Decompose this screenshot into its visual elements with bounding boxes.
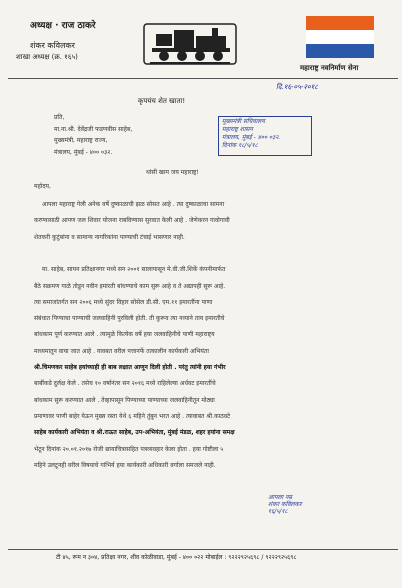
stamp-line4: दिनांक १८/५/१८ bbox=[222, 142, 258, 149]
body-line: महिने उलटूनही वरील विषयाचे गांभिर्य हया कार्यकारी अधिकारी वर्गाला समजले नाही. bbox=[34, 461, 216, 469]
recipient-line3: मंत्रालय, मुंबई - ४०० ०३२. bbox=[54, 149, 113, 156]
stamp-line2: महाराष्ट्र शासन bbox=[222, 126, 253, 133]
body-line: मा. साहेब, सायन प्रतिक्षानगर मध्ये सन २००१ सालापासून मे.वी.जी.शिर्के कंपनीमार्फत bbox=[42, 266, 226, 274]
handwritten-date: दि.१६-०५-२०१८ bbox=[276, 83, 318, 91]
body-line: बांधकाम सुरू करण्यात आले . तेव्हापासून पिण्याच्या पाण्याच्या जलवाहिनीतून मोठ्या bbox=[34, 396, 215, 404]
president-line: अध्यक्ष · राज ठाकरे bbox=[30, 21, 96, 31]
flag-stripe-blue bbox=[306, 44, 374, 58]
recipient-line2: मुख्यमंत्री, महाराष्ट्र राज्य, bbox=[54, 137, 108, 144]
body-line: साहेब कार्यकारी अभियंता व श्री.राऊत साहेब, उप-अभियंता, मुंबई मंडळ, शहर हयांना समक्ष bbox=[34, 429, 235, 437]
body-line: बैठे सक्रमण गाळे तोडून नवीन इमारती बांधण्याचे काम सुरू आहे व ते अद्यापही सुरू आहे. bbox=[34, 282, 226, 290]
stamp-line3: मंत्रालय, मुंबई - ४०० ०३२. bbox=[222, 134, 281, 141]
footer-address: टी ४५, रूम न ३०४, प्रतिक्षा नगर, शीव कोळीवाडा, मुंबई - ४०० ०२२ मोबाईल : ९२२२९२५६९८ / ९२२२९२५६९८ bbox=[56, 554, 297, 561]
subject-line: कृपयंच शेत खाता! bbox=[138, 97, 186, 105]
flag-stripe-saffron bbox=[306, 16, 374, 30]
signature-line2: शंकर कविलकर bbox=[268, 501, 302, 508]
received-stamp bbox=[218, 116, 312, 156]
party-name: महाराष्ट्र नवनिर्माण सेना bbox=[300, 64, 359, 72]
body-line: शेतकरी कुटुंबांना व सामान्य नागरिकांना पाण्याची टंचाई भासणार नाही. bbox=[34, 233, 185, 241]
branch-label: शाखा अध्यक्ष (क्र. १६५) bbox=[16, 53, 78, 61]
body-line: त्या समाजांतर्गत सन २००६ मध्ये सुंदर विहार सोसेल डी.सी. एम.११ इमारतींना पाणा bbox=[34, 298, 213, 306]
body-line: करण्यासाठी आपण जल शिवार योजना राबविण्यास सुरवात केली आहे . जेणेकरन गावोगावी bbox=[34, 217, 230, 225]
signature-line1: आपला नम्र bbox=[268, 494, 292, 501]
stamp-line1: मुख्यमंत्री सचिवालय bbox=[222, 118, 265, 125]
body-line: भेटून दिनांक २०.०१.२०१७ रोजी छायाचित्रासहित पत्रव्यवहार केला होता . हया गोष्टीला ५ bbox=[34, 445, 224, 453]
railway-engine-logo bbox=[142, 18, 238, 70]
salutation: महोदय, bbox=[34, 183, 51, 190]
body-line: माध्यमातून वाया जात आहे . यावबत वरील पत्तानर्फे तत्कालीन कार्यकारी अभियंता bbox=[34, 347, 209, 355]
signature bbox=[268, 494, 342, 530]
body-line: प्रमाणावर पाणी बाहेर येऊन मुख्य रस्ता येथे ६ महिने तुंबुन भरत आहे . त्यावाबत श्री.काठवटे bbox=[34, 412, 231, 420]
footer-rule bbox=[8, 549, 398, 550]
branch-head-name: शंकर कविलकर bbox=[30, 41, 75, 50]
body-line: संबंधात पिण्याचा पाण्याची जलवाहिनी पुरविली होती. ती कुरूव त्या नव्याने ताय इमारतीचे bbox=[34, 315, 225, 323]
body-line: बांधकाम पूर्ण करण्यात आले . त्यामुळे कित्येक वर्षे हया जलवाहिनीचे पाणी महाराष्ट्य bbox=[34, 331, 215, 339]
party-flag bbox=[306, 16, 374, 58]
body-line: श्री.चिमणकर साहेब हयांच्याही ही बाब लक्षात आणून दिली होती . परंतु त्यांनी हया गंभीर bbox=[34, 364, 226, 371]
greeting-center: थांसी खाम जय महाराष्ट्र! bbox=[146, 169, 199, 176]
body-line: आपला महाराष्ट्र गेली अनेक वर्षे दुष्काळाची झळ सोसत आहे . त्या दुष्काळाचा सामना bbox=[42, 201, 225, 208]
flag-stripe-white bbox=[306, 30, 374, 44]
signature-line3: १६/५/१८ bbox=[268, 508, 288, 515]
body-line: बाबींकडे दुर्लक्ष केले . तसेच १० वर्षानंतर सन २०१६ मध्ये राहिलेल्या अर्धवट इमारतींचे bbox=[34, 380, 216, 388]
recipient-prefix: प्रति, bbox=[54, 114, 65, 121]
recipient-line1: मा.ना.श्री. देवेंद्रजी फडणवीस साहेब, bbox=[54, 126, 133, 133]
header-rule bbox=[8, 78, 398, 79]
